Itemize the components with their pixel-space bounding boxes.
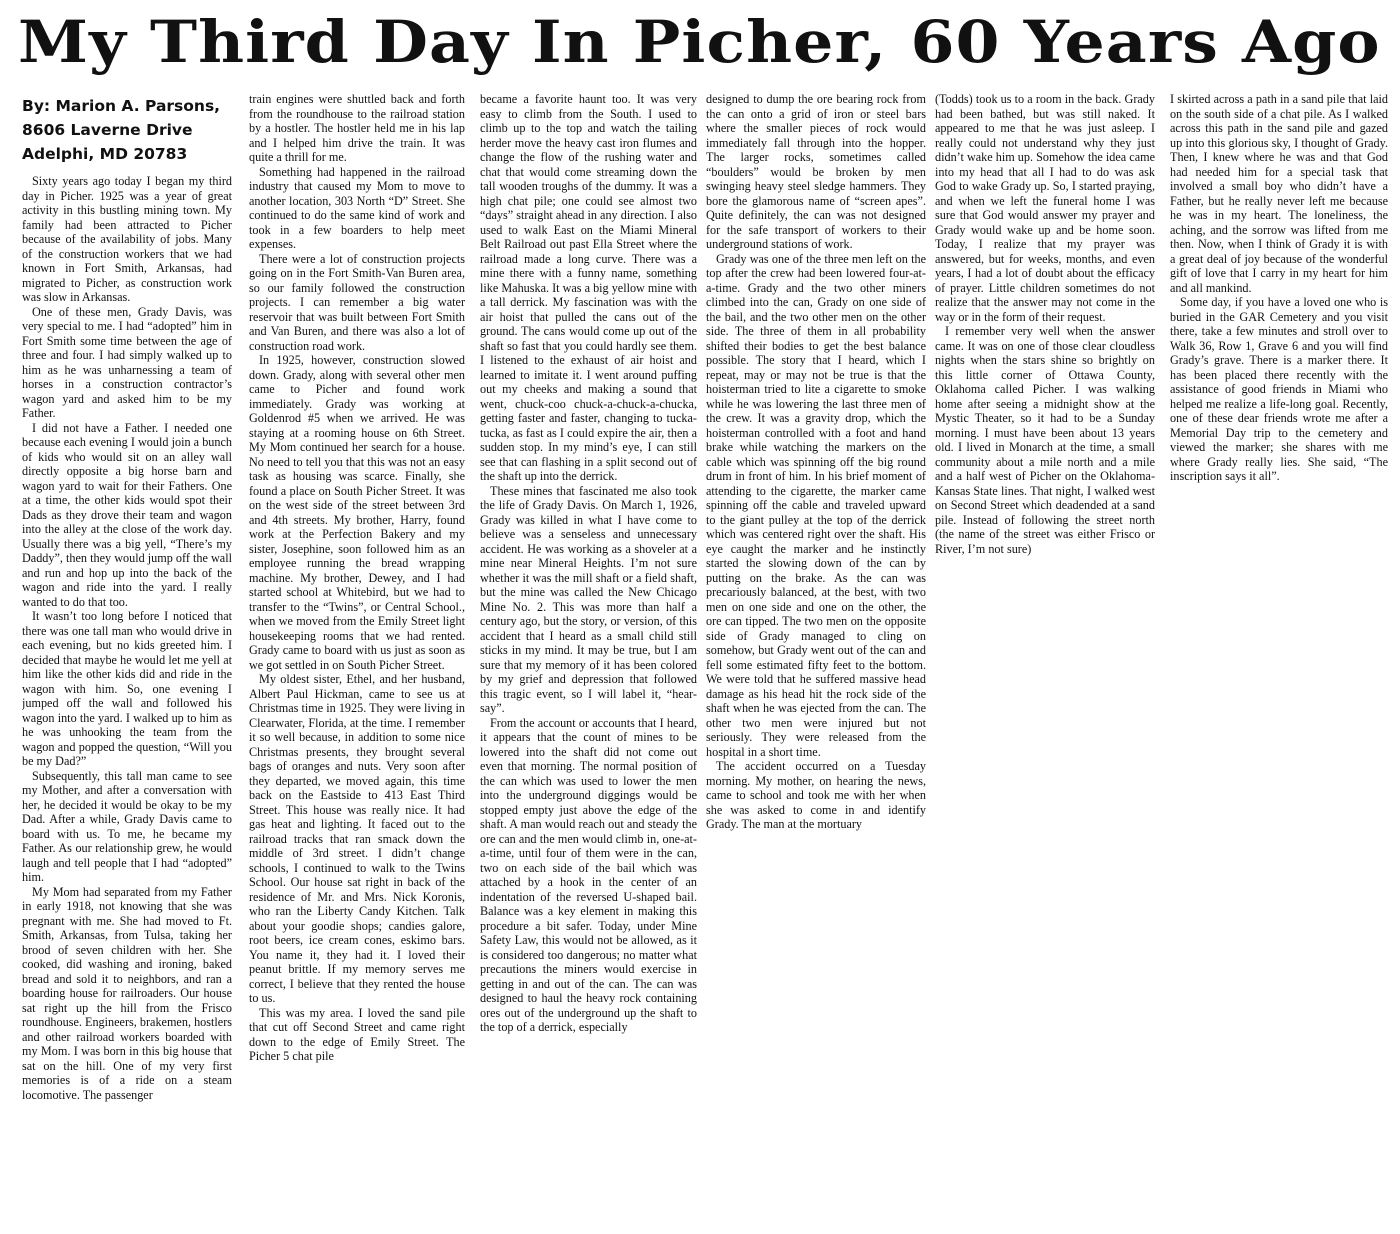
byline-city: Adelphi, MD 20783 [22,145,188,163]
paragraph: In 1925, however, construction slowed down. Grady, along with several other men came to Picher and found work immediately. Grady was working at Goldenrod #5 when we arrived. He was staying at a rooming house on 6th Street. My Mom continued her search for a house. No need to tell you that this was not an easy task as housing was scarce. Finally, she found a place on South Picher Street. It was on the west side of the street between 3rd and 4th streets. My brother, Harry, found work at the Perfection Bakery and my sister, Josephine, soon followed him as an employee running the bread wrapping machine. My brother, Dewey, and I had started school at Whitebird, but we had to transfer to the “Twins”, or Central School., when we moved from the Emily Street light housekeeping rooms that we had rented. Grady came to board with us just as soon as we got settled in on South Picher Street. [249,353,465,672]
paragraph: One of these men, Grady Davis, was very special to me. I had “adopted” him in Fort Smith some time between the age of three and four. I had simply walked up to him as he was unharnessing a team of horses in a construction contractor’s wagon yard and asked him to be my Father. [22,304,232,420]
paragraph: became a favorite haunt too. It was very easy to climb from the South. I used to climb up to the top and watch the tailing herder move the heavy cast iron flumes and change the flow of the rushing water and chat that would come streaming down the tall wooden troughs of the dummy. It was a high chat pile; one could see almost two “days” straight ahead in any direction. I also used to walk East on the Miami Mineral Belt Railroad out past Ella Street where the railroad made a long curve. There was a mine there with a funny name, something like Mahuska. It was a big yellow mine with a tall derrick. My fascination was with the air hoist that pulled the cans out of the ground. The cans would come up out of the shaft so fast that you could hardly see them. I listened to the exhaust of air hoist and learned to imitate it. I went around puffing out my cheeks and making a sound that went, chuck-coo chuck-a-chuck-a-chucka, getting faster and faster, changing to tucka-tucka, as fast as I could expire the air, then a sudden stop. In my mind’s eye, I can still see that can flashing in a split second out of the shaft up into the derrick. [480,92,697,483]
headline: My Third Day In Picher, 60 Years Ago [18,8,1381,76]
paragraph: The accident occurred on a Tuesday morning. My mother, on hearing the news, came to school and took me with her when she was asked to come in and identify Grady. The man at the mortuary [706,759,926,831]
paragraph: My Mom had separated from my Father in early 1918, not knowing that she was pregnant with me. She had moved to Ft. Smith, Arkansas, from Tulsa, taking her brood of seven children with her. She cooked, did washing and ironing, baked bread and sold it to neighbors, and ran a boarding house for railroaders. Our house sat right up the hill from the Frisco roundhouse. Engineers, brakemen, hostlers and other railroad workers boarded with my Mom. I was born in this big house that sat on the hill. One of my very first memories is of a ride on a steam locomotive. The passenger [22,884,232,1102]
paragraph: These mines that fascinated me also took the life of Grady Davis. On March 1, 1926, Grady was killed in what I have come to believe was a senseless and unnecessary accident. He was working as a shoveler at a mine near Mineral Heights. I’m not sure whether it was the mill shaft or a field shaft, but the mine was called the New Chicago Mine No. 2. This was more than half a century ago, but the story, or version, of this accident that I heard as a small child still sticks in my mind. It may be true, but I am sure that my memory of it has been colored by my grief and depression that followed this tragic event, so I will label it, “hear-say”. [480,483,697,715]
column-4 [706,92,926,1232]
paragraph: Grady was one of the three men left on the top after the crew had been lowered four-at-a-time. Grady and the two other miners climbed into the can, Grady on one side of the bail, and the two other men on the other side. The three of them in all probability shifted their bodies to get the best balance possible. The story that I heard, which I repeat, may or may not be true is that the hoisterman tried to lite a cigarette to smoke while he was lowering the last three men of the crew. It was a gravity drop, which the hoisterman controlled with a foot and hand brake while watching the markers on the cable which was spinning off the big round drum in front of him. In his brief moment of attending to the cigarette, the marker came spinning off the cable and traveled upward to the giant pulley at the top of the derrick which was centered right over the shaft. His eye caught the marker and he instinctly started the slowing down of the can by putting on the brake. As the can was precariously balanced, at the best, with two men on one side and one on the other, the ore can tipped. The two men on the opposite side of Grady managed to cling on somehow, but Grady went out of the can and fell some estimated fifty feet to the bottom. We were told that he suffered massive head damage as his head hit the rock side of the shaft when he was ejected from the can. The other two men were injured but not seriously. They were released from the hospital in a short time. [706,251,926,759]
paragraph: My oldest sister, Ethel, and her husband, Albert Paul Hickman, came to see us at Christmas time in 1925. They were living in Clearwater, Florida, at the time. I remember it so well because, in addition to some nice Christmas presents, they brought several bags of oranges and nuts. Very soon after they departed, we moved again, this time back on the Eastside to 413 East Third Street. This house was really nice. It had gas heat and lighting. It faced out to the railroad tracks that ran smack down the middle of 3rd street. I didn’t change schools, I continued to walk to the Twins School. Our house sat right in back of the residence of Mr. and Mrs. Nick Koronis, who ran the Liberty Candy Kitchen. Talk about your goodie shops; candies galore, root beers, ice cream cones, eskimo bars. You name it, they had it. I loved their peanut brittle. If my memory serves me correct, I believe that they rented the house to us. [249,672,465,1005]
column-2 [249,92,465,1232]
column-3 [480,92,697,1232]
paragraph: Sixty years ago today I began my third day in Picher. 1925 was a year of great activity in this bustling mining town. My family had been attracted to Picher because of the availability of jobs. Many of the construction workers that we had known in Fort Smith, Arkansas, had migrated to Picher, as construction work was slow in Arkansas. [22,174,232,304]
paragraph: I did not have a Father. I needed one because each evening I would join a bunch of kids who would sit on an alley wall directly opposite a big horse barn and wagon yard to wait for their Fathers. One at a time, the other kids would spot their Dads as they drove their team and wagon into the alley at the close of the work day. Usually there was a big yell, “There’s my Daddy”, then they would jump off the wall and run and hop up into the back of the wagon and ride into the yard. I really wanted to do that too. [22,420,232,609]
paragraph: From the account or accounts that I heard, it appears that the count of mines to be lowered into the shaft did not come out even that morning. The normal position of the can which was used to lower the men into the underground diggings would be stopped empty just above the edge of the shaft. A man would reach out and steady the ore can and the men would climb in, one-at-a-time, until four of them were in the can, two on each side of the bail which was attached by a hook in the center of an indentation of the reversed U-shaped bail. Balance was a key element in making this procedure a bit safer. Today, under Mine Safety Law, this would not be allowed, as it is considered too dangerous; no matter what precautions the miners would exercise in getting in and out of the can. The can was designed to haul the heavy rock containing ores out of the underground up the shaft to the top of a derrick, especially [480,715,697,1034]
paragraph: I remember very well when the answer came. It was on one of those clear cloudless nights when the stars shine so brightly on this little corner of Ottawa County, Oklahoma called Picher. I was walking home after seeing a midnight show at the Mystic Theater, so it had to be a Sunday morning. I must have been about 13 years old. I lived in Monarch at the time, a small community about a mile north and a mile and a half west of Picher on the Oklahoma-Kansas State lines. That night, I walked west on Second Street which deadended at a sand pile. Instead of following the street north (the name of the street was either Frisco or River, I’m not sure) [935,324,1155,556]
paragraph: (Todds) took us to a room in the back. Grady had been bathed, but was still naked. It appeared to me that he was just asleep. I really could not understand why they just didn’t wake him up. Somehow the idea came into my head that all I had to do was ask God to wake Grady up. So, I started praying, and when we left the funeral home I was sure that God would answer my prayer and Grady would wake up and be home soon. Today, I realize that my prayer was answered, but for weeks, months, and even years, I had a lot of doubt about the efficacy of prayer. Little children sometimes do not realize that the answer may not come in the way or in the form of their request. [935,92,1155,324]
paragraph: This was my area. I loved the sand pile that cut off Second Street and came right down to the edge of Emily Street. The Picher 5 chat pile [249,1005,465,1063]
byline-name: By: Marion A. Parsons, [22,97,221,115]
column-6 [1170,92,1388,1232]
byline-street: 8606 Laverne Drive [22,121,193,139]
byline [22,94,232,166]
column-5 [935,92,1155,1232]
paragraph: Subsequently, this tall man came to see my Mother, and after a conversation with her, he decided it would be okay to be my Dad. After a while, Grady Davis came to board with us. To me, he became my Father. As our relationship grew, he would laugh and tell people that I had “adopted” him. [22,768,232,884]
paragraph: There were a lot of construction projects going on in the Fort Smith-Van Buren area, so our family followed the construction projects. I can remember a big water reservoir that was built between Fort Smith and Van Buren, and there was also a lot of construction road work. [249,251,465,353]
paragraph: Something had happened in the railroad industry that caused my Mom to move to another location, 303 North “D” Street. She continued to do the same kind of work and took in a few boarders to help meet expenses. [249,164,465,251]
paragraph: Some day, if you have a loved one who is buried in the GAR Cemetery and you visit there, take a few minutes and stroll over to Walk 36, Row 1, Grave 6 and you will find Grady’s grave. There is a marker there. It has been placed there recently with the assistance of good friends in Miami who helped me realize a life-long goal. Recently, one of these dear friends wrote me after a Memorial Day trip to the cemetery and viewed the marker; she shares with me where Grady really lies. She said, “The inscription says it all”. [1170,295,1388,483]
paragraph: designed to dump the ore bearing rock from the can onto a grid of iron or steel bars where the smaller pieces of rock would immediately fall through into the hopper. The larger rocks, sometimes called “boulders” would be broken by men swinging heavy steel sledge hammers. They bore the glamorous name of “screen apes”. Quite definitely, the can was not designed for the safe transport of workers to their underground stations of work. [706,92,926,251]
paragraph: train engines were shuttled back and forth from the roundhouse to the railroad station by a hostler. The hostler held me in his lap and I helped him drive the train. It was quite a thrill for me. [249,92,465,164]
paragraph: It wasn’t too long before I noticed that there was one tall man who would drive in each evening, but no kids greeted him. I decided that maybe he would let me yell at him like the other kids did and ride in the wagon with him. So, one evening I jumped off the wall and followed his wagon into the yard. I walked up to him as he was unhooking the team from the wagon and popped the question, “Will you be my Dad?” [22,609,232,768]
paragraph: I skirted across a path in a sand pile that laid on the south side of a chat pile. As I walked across this path in the sand pile and gazed up into this glorious sky, I thought of Grady. Then, I knew where he was and that God had needed him for a special task that involved a small boy who didn’t have a Father, but he really never left me because he was in my heart. The loneliness, the aching, and the sorrow was lifted from me then. Now, when I think of Grady it is with a great deal of joy because of the wonderful gift of love that I carry in my heart for him and all mankind. [1170,92,1388,295]
column-1 [22,92,232,1232]
